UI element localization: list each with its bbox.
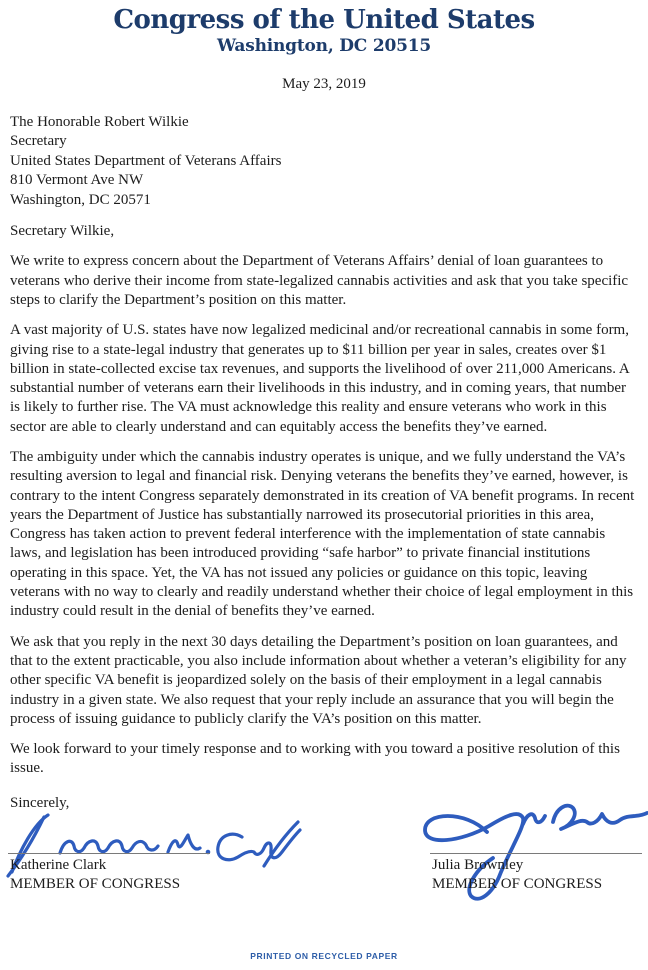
- address-line: The Honorable Robert Wilkie: [10, 114, 189, 130]
- signature-area: [0, 793, 648, 928]
- footer-note: PRINTED ON RECYCLED PAPER: [250, 951, 398, 961]
- signer-title: MEMBER OF CONGRESS: [432, 876, 603, 892]
- body-paragraph: We write to express concern about the Department of Veterans Affairs’ denial of loan guarantees to veterans who derive their income from state-legalized cannabis activities and ask that you take specific steps to clarify the Department’s position on this matter.: [10, 253, 629, 308]
- address-line: 810 Vermont Ave NW: [10, 172, 144, 189]
- body-paragraph: A vast majority of U.S. states have now legalized medicinal and/or recreational cannabis in some form, giving rise to a state-legal industry that generates up to $11 billion per year in sales, creates over $1 billion in state-collected excise tax revenues, and supports the livelihood of over 211,000 Americans. A substantial number of veterans earn their livelihoods in this industry, and in coming years, that number is likely to further rise. The VA must acknowledge this reality and ensure veterans who work in this sector are able to clearly understand and can equitably access the benefits they’ve earned.: [10, 322, 629, 435]
- closing: Sincerely,: [10, 795, 70, 811]
- salutation: Secretary Wilkie,: [10, 223, 115, 240]
- signature-line: [430, 853, 642, 854]
- signer-name: Katherine Clark: [10, 857, 107, 873]
- letter-date: May 23, 2019: [282, 76, 366, 92]
- letterhead-subtitle: Washington, DC 20515: [217, 36, 431, 56]
- address-line: United States Department of Veterans Affairs: [10, 152, 282, 169]
- recipient-address: [10, 113, 648, 210]
- body-paragraph: The ambiguity under which the cannabis industry operates is unique, and we fully understand the VA’s resulting aversion to legal and financial risk. Denying veterans the benefits they’ve earned, however, is contrary to the intent Congress separately demonstrated in its creation of VA benefit programs. In recent years the Department of Justice has substantially narrowed its prosecutorial priorities in this area, Congress has taken action to prevent federal interference with the implementation of state cannabis laws, and legislation has been introduced providing “safe harbor” to private financial institutions operating in this space. Yet, the VA has not issued any policies or guidance on this topic, leaving veterans with no way to clearly and readily understand whether their choice of legal employment in this industry could result in the denial of benefits they’ve earned.: [10, 449, 635, 620]
- address-line: Washington, DC 20571: [10, 191, 151, 208]
- body-paragraph: We ask that you reply in the next 30 days detailing the Department’s position on loan guarantees, and that to the extent practicable, you also include information about whether a veteran’s eligibility for any other specific VA benefit is jeopardized solely on the basis of their employment in a legal cannabis industry in a given state. We also request that your reply include an assurance that you will begin the process of issuing guidance to publicly clarify the VA’s position on this matter.: [10, 633, 627, 727]
- signer-title: MEMBER OF CONGRESS: [10, 876, 181, 892]
- signature-line: [8, 853, 210, 854]
- letterhead-title: Congress of the United States: [113, 5, 535, 35]
- signer-name: Julia Brownley: [432, 857, 524, 873]
- address-line: Secretary: [10, 133, 67, 150]
- body-paragraph: We look forward to your timely response and to working with you toward a positive resolution of this issue.: [10, 741, 620, 777]
- letterhead: [0, 0, 648, 57]
